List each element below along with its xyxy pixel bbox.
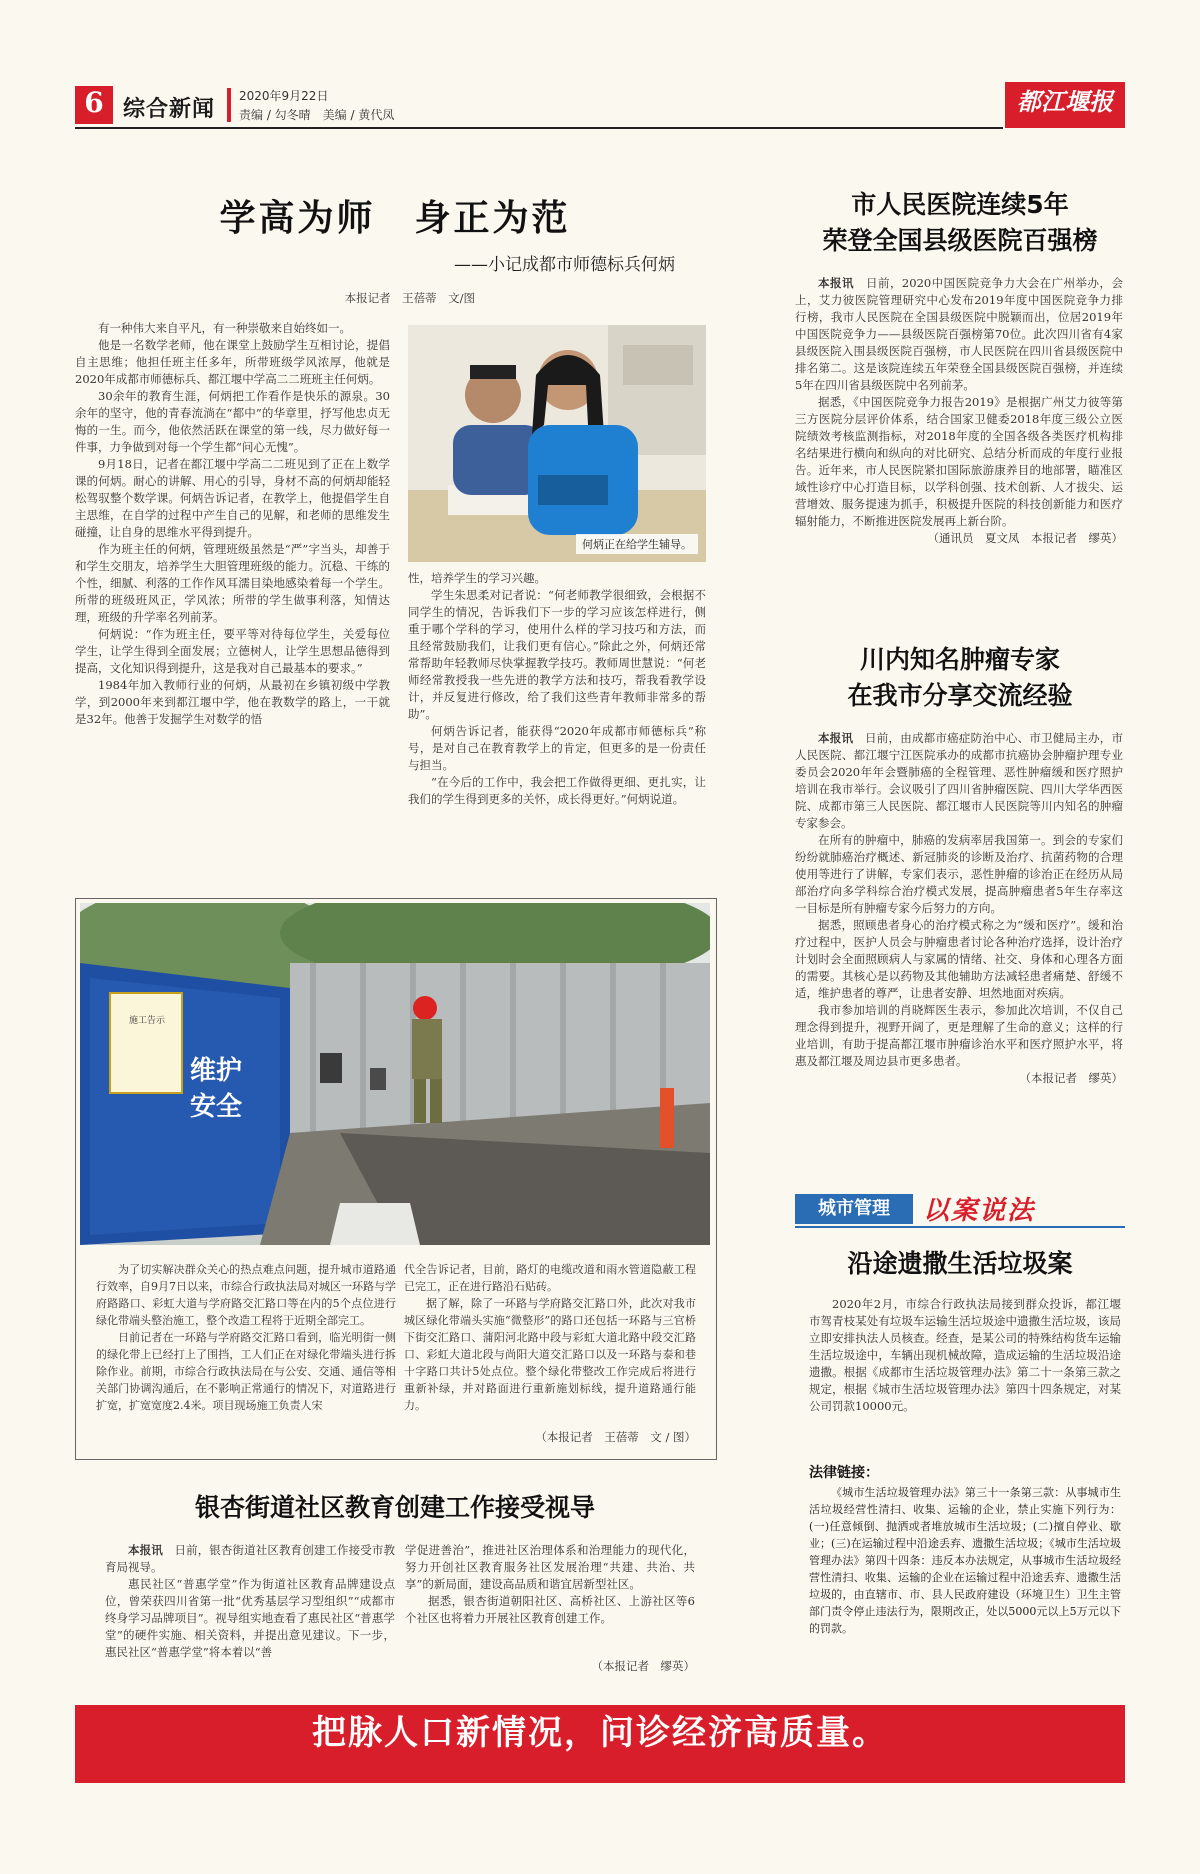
article2-para: 据悉，《中国医院竞争力报告2019》是根据广州艾力彼等第三方医院分层评价体系，结合国家卫健委2018年度三级公立医院绩效考核监测指标，对2018年度的全国各级各类医疗机构排名结果进行横向和纵向的对比研究、总结分析而成的年度行业报告。近年来，市人民医院紧扣国际旅游康养目的地部署，瞄准区域性诊疗中心打造目标，以学科创强、技术创新、人才拔尖、运营增效、服务提速为抓手，积极提升医院的科技创新能力和医疗辐射能力，不断推进医院发展再上新台阶。 — [795, 395, 1123, 528]
article4-byline: （本报记者 缪英） — [591, 1659, 695, 1673]
article1-title: 学高为师 身正为范 — [219, 198, 571, 239]
article-hospital — [795, 185, 1125, 605]
article4-title: 银杏街道社区教育创建工作接受视导 — [194, 1493, 595, 1522]
construction-photo — [80, 903, 710, 1245]
photo-story-para: 据了解，除了一环路与学府路交汇路口外，此次对我市城区绿化带端头实施“微整形”的路口还包括一环路与三官桥下街交汇路口、蒲阳河北路中段与彩虹大道北路中段交汇路口、彩虹大道北段与尚阳大道交汇路口以及一环路与泰和巷十字路口共计5处点位。整个绿化带整改工作完成后将进行重新补绿，并对路面进行重新施划标线，提升道路通行能力。 — [404, 1297, 696, 1412]
article3-para — [795, 730, 1123, 832]
photo-story — [75, 898, 717, 1460]
page-number-badge — [75, 86, 113, 124]
column-title: 沿途遗撒生活垃圾案 — [847, 1249, 1073, 1278]
article3-para: 据悉，照顾患者身心的治疗模式称之为“缓和医疗”。缓和治疗过程中，医护人员会与肿瘤患者讨论各种治疗选择，设计治疗计划时会全面照顾病人与家属的情绪、社交、身体和心理各方面的需要。其核心是以药物及其他辅助方法减轻患者痛楚、舒缓不适，维护患者的尊严，让患者安静、坦然地面对疾病。 — [795, 918, 1123, 1000]
law-link-text: 《城市生活垃圾管理办法》第三十一条第三款：从事城市生活垃圾经营性清扫、收集、运输的企业，禁止实施下列行为：(一)任意倾倒、抛洒或者堆放城市生活垃圾；(二)擅自停业、歇业；(三)在运输过程中沿途丢弃、遗撒生活垃圾；《城市生活垃圾管理办法》第四十四条：违反本办法规定，从事城市生活垃圾经营性清扫、收集、运输的企业在运输过程中沿途丢弃、遗撒生活垃圾的，由直辖市、市、县人民政府建设（环境卫生）卫生主管部门责令停止违法行为，限期改正，处以5000元以上5万元以下的罚款。 — [809, 1486, 1121, 1635]
photo-story-para: 日前记者在一环路与学府路交汇路口看到，临光明街一侧的绿化带上已经打上了围挡，工人们正在对绿化带端头进行拆除作业。前期，市综合行政执法局在与公安、交通、通信等相关部门协调沟通后，在不影响正常通行的情况下，对道路进行扩宽，扩宽宽度2.4米。项目现场施工负责人宋 — [96, 1331, 396, 1412]
notice-text: 施工告示 — [128, 1016, 165, 1026]
article1-col1-para: 30余年的教育生涯，何炳把工作看作是快乐的源泉。30余年的坚守，他的青春流淌在“都中”的华章里，抒写他忠贞无悔的一生。而今，他依然活跃在课堂的第一线，尽力做好每一件事，力争做到对每一个学生都“问心无愧”。 — [75, 389, 390, 454]
photo-story-para: 为了切实解决群众关心的热点难点问题，提升城市道路通行效率，自9月7日以来，市综合行政执法局对城区一环路与学府路路口、彩虹大道与学府路交汇路口等在内的5个点位进行绿化带端头整治施工，整个改造工程将于近期全部完工。 — [96, 1263, 396, 1327]
slogan-text: 把脉人口新情况，问诊经济高质量。 — [312, 1713, 888, 1753]
column-label: 城市管理 — [818, 1198, 890, 1219]
article4-col1 — [105, 1542, 395, 1661]
article1-col2 — [408, 570, 706, 808]
article2-title-line1: 市人民医院连续5年 — [851, 190, 1069, 219]
column-label-box — [795, 1194, 913, 1224]
section-divider — [227, 88, 231, 122]
article4-para — [105, 1542, 395, 1576]
article1-col1-para: 有一种伟大来自平凡，有一种崇敬来自始终如一。 — [98, 321, 351, 335]
page-header — [75, 82, 1125, 128]
slogan-banner — [75, 1705, 1125, 1783]
article-teacher — [75, 190, 715, 880]
article2-byline: （通讯员 夏文凤 本报记者 缪英） — [927, 531, 1123, 545]
article4-para-text: 日前，银杏街道社区教育创建工作接受市教育局视导。 — [105, 1543, 396, 1574]
article3-body — [795, 730, 1123, 1087]
article2-para-text: 日前，2020中国医院竞争力大会在广州举办，会上，艾力彼医院管理研究中心发布2019年度中国医院竞争力排行榜，我市人民医院在全国县级医院中脱颖而出，位居2019年中国医院竞争力——县级医院百强榜第70位。此次四川省有4家县级医院入围县级医院百强榜，市人民医院在四川省县级医院中排名第二。这是该院连续五年荣登全国县级医院百强榜，并连续5年在四川省县级医院中名列前茅。 — [795, 276, 1124, 392]
article1-col2-para: 学生朱思柔对记者说：“何老师教学很细致，会根据不同学生的情况，告诉我们下一步的学习应该怎样进行，侧重于哪个学科的学习，使用什么样的学习技巧和方法，而且经常鼓励我们，让我们更有信心。”除此之外，何炳还常常帮助年轻教师尽快掌握教学技巧。教师周世慧说：“何老师经常教授我一些先进的教学方法和技巧，帮我看教学设计，并反复进行修改，给了我们这些青年教师非常多的帮助”。 — [408, 588, 706, 721]
article3-lead: 本报讯 — [818, 731, 854, 745]
article2-lead: 本报讯 — [818, 276, 854, 290]
teacher-photo-illustration — [408, 325, 706, 562]
photo-story-col1 — [96, 1261, 396, 1414]
header-rule — [75, 127, 1003, 129]
column-body — [809, 1296, 1121, 1415]
column-rule — [795, 1226, 1125, 1228]
article2-para — [795, 275, 1123, 394]
sign-text: 维护 安全 — [190, 1056, 243, 1122]
article-oncology — [795, 640, 1125, 1160]
page-number: 6 — [84, 86, 104, 119]
article-community — [75, 1488, 715, 1688]
construction-photo-illustration — [80, 903, 710, 1245]
law-link-title: 法律链接： — [809, 1465, 879, 1481]
article4-lead: 本报讯 — [128, 1543, 163, 1557]
law-column — [795, 1190, 1125, 1670]
article3-byline: （本报记者 缪英） — [1019, 1071, 1123, 1085]
editors-line: 责编 / 勾冬晴 美编 / 黄代凤 — [239, 108, 395, 122]
masthead-text: 都江堰报 — [1017, 87, 1113, 116]
article1-byline: 本报记者 王蓓蒂 文/图 — [344, 291, 475, 305]
column-brand: 以案说法 — [923, 1196, 1036, 1226]
article1-col2-para: 何炳告诉记者，能获得“2020年成都市师德标兵”称号，是对自己在教育教学上的肯定，但更多的是一份责任与担当。 — [408, 724, 706, 772]
article1-col1-para: 作为班主任的何炳，管理班级虽然是“严”字当头，却善于和学生交朋友，培养学生大胆管理班级的能力。沉稳、干练的个性，细腻、利落的工作作风耳濡目染地感染着每一个学生。所带的班级班风正，学风浓；所带的学生做事利落，知情达理，班级的升学率名列前茅。 — [75, 542, 390, 624]
photo-story-col2 — [404, 1261, 696, 1414]
issue-date: 2020年9月22日 — [239, 89, 329, 103]
article3-title-line1: 川内知名肿瘤专家 — [859, 645, 1060, 674]
section-name: 综合新闻 — [123, 97, 216, 122]
teacher-photo — [408, 325, 706, 562]
article2-body — [795, 275, 1123, 547]
article3-title-line2: 在我市分享交流经验 — [847, 681, 1073, 710]
masthead-logo — [1005, 82, 1125, 128]
article3-para: 在所有的肿瘤中，肺癌的发病率居我国第一。到会的专家们纷纷就肺癌治疗概述、新冠肺炎的诊断及治疗、抗菌药物的合理使用等进行了讲解，专家们表示，恶性肿瘤的诊治正在经历从局部治疗向多学科综合治疗模式发展，提高肿瘤患者5年生存率这一目标是所有肿瘤专家今后努力的方向。 — [795, 833, 1123, 915]
article3-para: 我市参加培训的肖晓辉医生表示，参加此次培训，不仅自己理念得到提升，视野开阔了，更是理解了生命的意义；这样的行业培训，有助于提高都江堰市肿瘤诊治水平和医疗照护水平，将惠及都江堰及周边县市更多患者。 — [795, 1003, 1123, 1068]
article3-para-text: 日前，由成都市癌症防治中心、市卫健局主办，市人民医院、都江堰宁江医院承办的成都市抗癌协会肿瘤护理专业委员会2020年年会暨肺癌的全程管理、恶性肿瘤缓和医疗照护培训在我市举行。会议吸引了四川省肿瘤医院、四川大学华西医院、成都市第三人民医院、都江堰市人民医院等川内知名的肿瘤专家参会。 — [795, 731, 1124, 830]
photo-story-byline: （本报记者 王蓓蒂 文 / 图） — [535, 1430, 696, 1444]
article4-col2 — [405, 1542, 695, 1627]
article1-col1-para: 9月18日，记者在都江堰中学高二二班见到了正在上数学课的何炳。耐心的讲解、用心的引导，身材不高的何炳却能轻松驾驭整个数学课。何炳告诉记者，在教学上，他提倡学生自主思维，在自学的过程中产生自己的见解，和老师的思维发生碰撞，让自身的思维水平得到提升。 — [75, 457, 390, 539]
teacher-photo-caption: 何炳正在给学生辅导。 — [576, 534, 698, 554]
column-para: 2020年2月，市综合行政执法局接到群众投诉，都江堰市驾青枝某处有垃圾车运输生活垃圾途中遗撒生活垃圾，该局立即安排执法人员核查。经查，是某公司的特殊结构货车运输生活垃圾途中，车辆出现机械故障，造成运输的生活垃圾沿途遗撒。根据《成都市生活垃圾管理办法》第二十一条第三款之规定，根据《城市生活垃圾管理办法》第四十四条规定，对某公司罚款10000元。 — [809, 1297, 1121, 1413]
article1-col2-para: “在今后的工作中，我会把工作做得更细、更扎实，让我们的学生得到更多的关怀，成长得更好。”何炳说道。 — [408, 775, 706, 806]
article2-title-line2: 荣登全国县级医院百强榜 — [822, 226, 1098, 255]
article1-col1-para: 何炳说：“作为班主任，要平等对待每位学生，关爱每位学生，让学生得到全面发展；立德树人，让学生思想品德得到提高，文化知识得到提升，这是我对自己最基本的要求。” — [75, 627, 390, 675]
law-link-body — [809, 1484, 1121, 1637]
article1-col1-para: 1984年加入教师行业的何炳，从最初在乡镇初级中学教学，到2000年来到都江堰中学，他在教数学的路上，一干就是32年。他善于发掘学生对数学的悟 — [75, 678, 390, 726]
article1-col1 — [75, 320, 390, 728]
article1-subtitle: ——小记成都市师德标兵何炳 — [454, 255, 675, 275]
column-header — [795, 1190, 1125, 1226]
article1-col2-para: 性，培养学生的学习兴趣。 — [408, 571, 546, 585]
article4-para: 学促进善治”，推进社区治理体系和治理能力的现代化，努力开创社区教育服务社区发展治理“共建、共治、共享”的新局面，建设高品质和谐宜居新型社区。 — [405, 1543, 695, 1591]
article4-para: 惠民社区“普惠学堂”作为街道社区教育品牌建设点位，曾荣获四川省第一批“优秀基层学习型组织”“成都市终身学习品牌项目”。视导组实地查看了惠民社区“普惠学堂”的硬件实施、相关资料，并提出意见建议。下一步，惠民社区“普惠学堂”将本着以“善 — [105, 1577, 395, 1659]
photo-story-para: 代全告诉记者，目前，路灯的电缆改道和雨水管道隐蔽工程已完工，正在进行路沿石贴砖。 — [404, 1263, 696, 1293]
article4-para: 据悉，银杏街道朝阳社区、高桥社区、上游社区等6个社区也将着力开展社区教育创建工作。 — [405, 1594, 695, 1625]
article1-col1-para: 他是一名数学老师，他在课堂上鼓励学生互相讨论，提倡自主思维；他担任班主任多年，所带班级学风浓厚，他就是2020年成都市师德标兵、都江堰中学高二二班班主任何炳。 — [75, 338, 390, 386]
